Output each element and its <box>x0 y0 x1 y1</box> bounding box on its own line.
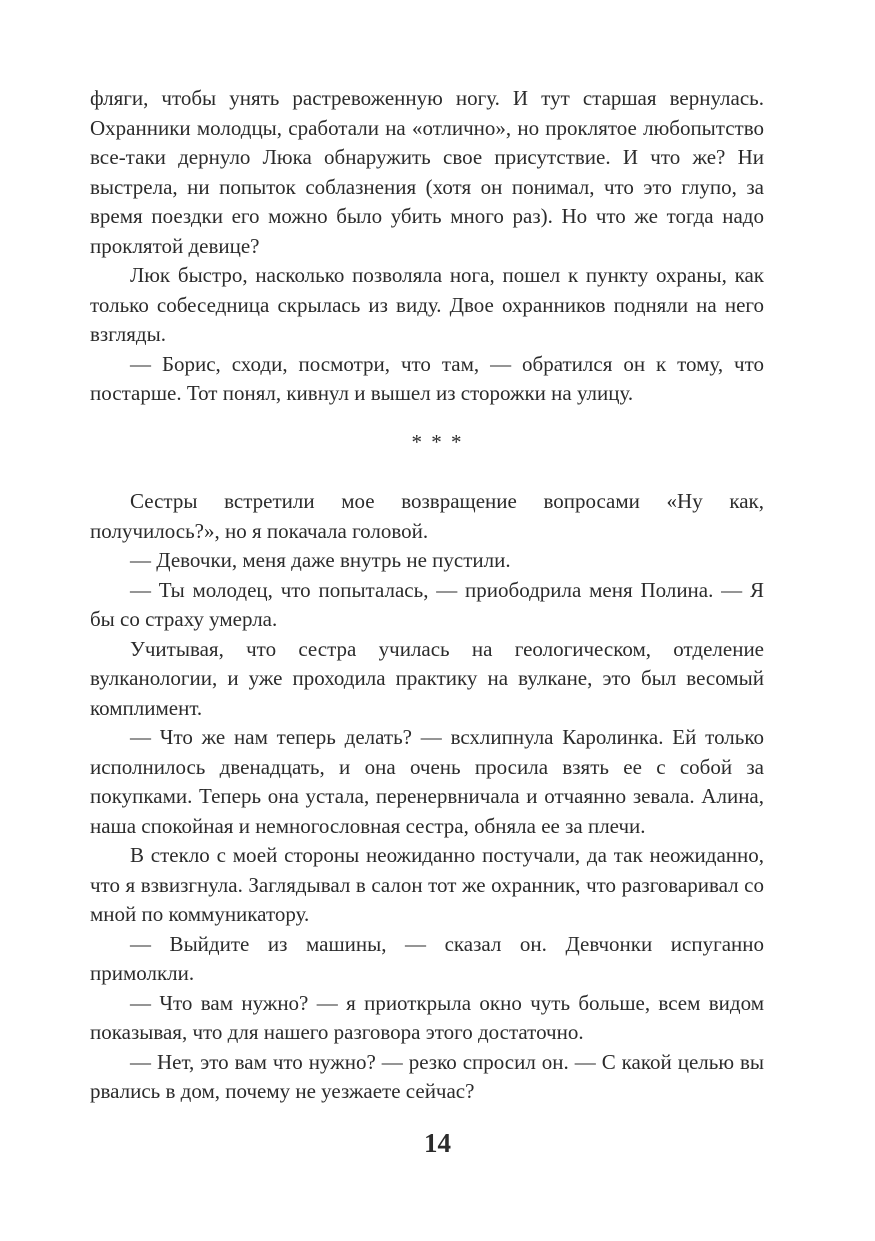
paragraph: Учитывая, что сестра училась на геологическом, отделение вулканологии, и уже проходила практику на вулкане, это был весомый комплимент. <box>90 636 764 720</box>
section-separator: * * * <box>411 430 464 454</box>
text-section-1 <box>90 84 764 409</box>
paragraph: — Ты молодец, что попыталась, — приободрила меня Полина. — Я бы со страху умерла. <box>90 577 764 631</box>
page-number: 14 <box>424 1128 451 1158</box>
paragraph: Сестры встретили мое возвращение вопросами «Ну как, получилось?», но я покачала головой. <box>90 489 764 543</box>
paragraph: — Нет, это вам что нужно? — резко спросил он. — С какой целью вы рвались в дом, почему не уезжаете сейчас? <box>90 1049 764 1103</box>
paragraph: — Выйдите из машины, — сказал он. Девчонки испуганно примолкли. <box>90 931 764 985</box>
paragraph: Люк быстро, насколько позволяла нога, пошел к пункту охраны, как только собеседница скрылась из виду. Двое охранников подняли на него взгляды. <box>90 263 764 346</box>
paragraph: — Девочки, меня даже внутрь не пустили. <box>130 548 511 572</box>
paragraph: — Борис, сходи, посмотри, что там, — обратился он к тому, что постарше. Тот понял, кивнул и вышел из сторожки на улицу. <box>90 351 764 405</box>
paragraph: — Что вам нужно? — я приоткрыла окно чуть больше, всем видом показывая, что для нашего разговора этого достаточно. <box>90 990 764 1044</box>
paragraph: В стекло с моей стороны неожиданно постучали, да так неожиданно, что я взвизгнула. Заглядывал в салон тот же охранник, что разговаривал со мной по коммуникатору. <box>90 843 764 926</box>
paragraph: — Что же нам теперь делать? — всхлипнула Каролинка. Ей только исполнилось двенадцать, и она очень просила взять ее с собой за покупками. Теперь она устала, перенервничала и отчаянно зевала. Алина, наша спокойная и немногословная сестра, обняла ее за плечи. <box>90 725 764 838</box>
paragraph: фляги, чтобы унять растревоженную ногу. И тут старшая вернулась. Охранники молодцы, сработали на «отлично», но проклятое любопытство все-таки дернуло Люка обнаружить свое присутствие. И что же? Ни выстрела, ни попыток соблазнения (хотя он понимал, что это глупо, за время поездки его можно было убить много раз). Но что же тогда надо проклятой девице? <box>90 86 764 258</box>
text-section-2 <box>90 487 764 1107</box>
